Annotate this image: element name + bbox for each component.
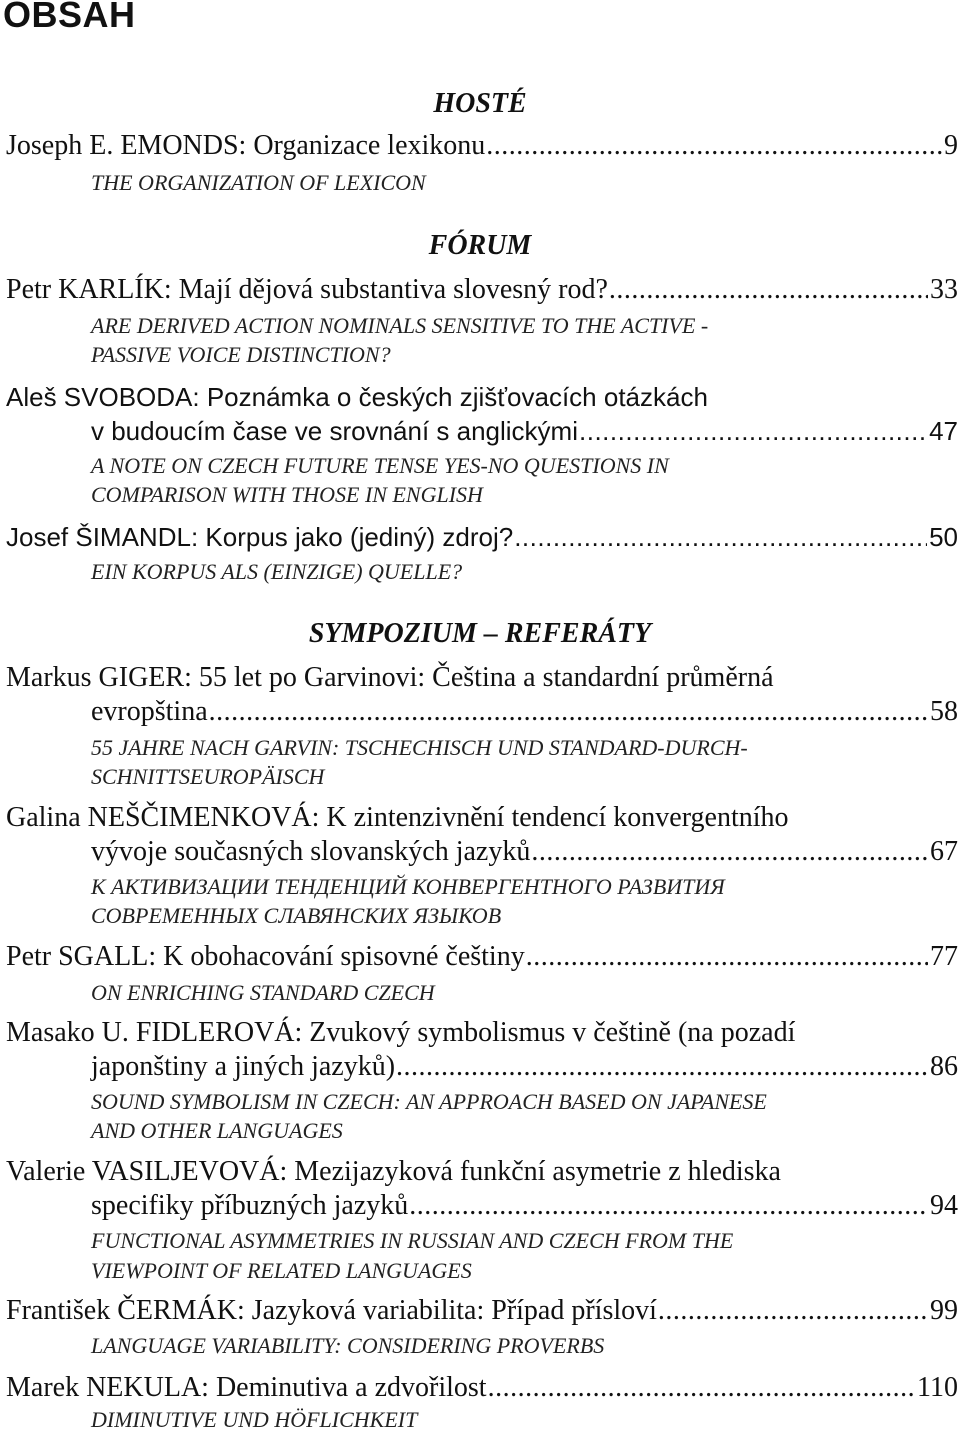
dot-leader <box>396 1051 928 1083</box>
entry-subtitle: ARE DERIVED ACTION NOMINALS SENSITIVE TO THE ACTIVE - <box>91 313 709 338</box>
toc-entry-vasiljevova[interactable] <box>91 1190 958 1222</box>
entry-title: Josef ŠIMANDL: Korpus jako (jediný) zdroj? <box>6 522 514 552</box>
dot-leader <box>409 1190 928 1222</box>
dot-leader <box>579 415 927 447</box>
page-number: 110 <box>917 1372 958 1403</box>
dot-leader <box>488 1372 915 1404</box>
entry-subtitle: SCHNITTSEUROPÄISCH <box>91 764 325 789</box>
toc-entry-nekula[interactable] <box>6 1372 958 1404</box>
entry-title: vývoje současných slovanských jazyků <box>91 836 531 867</box>
entry-subtitle: AND OTHER LANGUAGES <box>91 1118 343 1143</box>
entry-subtitle: К АКТИВИЗАЦИИ ТЕНДЕНЦИЙ КОНВЕРГЕНТНОГО РАЗВИТИЯ <box>91 874 725 899</box>
entry-title: Joseph E. EMONDS: Organizace lexikonu <box>6 130 486 161</box>
dot-leader <box>514 521 927 553</box>
entry-title: Marek NEKULA: Deminutiva a zdvořilost <box>6 1372 487 1403</box>
toc-entry-svoboda-line-1[interactable]: Aleš SVOBODA: Poznámka o českých zjišťovacích otázkách <box>6 382 708 412</box>
entry-title: Petr KARLÍK: Mají dějová substantiva slovesný rod? <box>6 274 608 305</box>
entry-title: František ČERMÁK: Jazyková variabilita: Případ přísloví <box>6 1295 657 1326</box>
toc-entry-cermak[interactable] <box>6 1295 958 1327</box>
section-heading-sympozium: SYMPOZIUM – REFERÁTY <box>308 618 652 649</box>
dot-leader <box>526 941 928 973</box>
entry-subtitle: FUNCTIONAL ASYMMETRIES IN RUSSIAN AND CZECH FROM THE <box>91 1228 734 1253</box>
page-number: 67 <box>930 836 958 867</box>
entry-title: Petr SGALL: K obohacování spisovné češtiny <box>6 941 525 972</box>
page-number: 9 <box>944 130 958 161</box>
entry-title: evropština <box>91 696 208 727</box>
dot-leader <box>658 1295 928 1327</box>
dot-leader <box>209 696 928 728</box>
entry-subtitle: COMPARISON WITH THOSE IN ENGLISH <box>91 482 483 507</box>
toc-entry-emonds[interactable] <box>6 130 958 162</box>
page-number: 47 <box>929 416 958 446</box>
page-number: 58 <box>930 696 958 727</box>
page-number: 50 <box>929 522 958 552</box>
toc-entry-giger-line-1[interactable]: Markus GIGER: 55 let po Garvinovi: Čeština a standardní průměrná <box>6 662 774 693</box>
page-title: OBSAH <box>3 0 136 35</box>
section-heading-hoste: HOSTÉ <box>433 88 527 119</box>
toc-entry-nescimenkova[interactable] <box>91 836 958 868</box>
toc-entry-fidlerova-line-1[interactable]: Masako U. FIDLEROVÁ: Zvukový symbolismus v češtině (na pozadí <box>6 1017 796 1048</box>
section-heading-forum: FÓRUM <box>428 230 532 261</box>
page-number: 77 <box>930 941 958 972</box>
page-number: 86 <box>930 1051 958 1082</box>
entry-subtitle: DIMINUTIVE UND HÖFLICHKEIT <box>91 1407 418 1432</box>
entry-subtitle: THE ORGANIZATION OF LEXICON <box>91 170 426 195</box>
dot-leader <box>609 274 928 306</box>
entry-subtitle: ON ENRICHING STANDARD CZECH <box>91 980 435 1005</box>
page-number: 94 <box>930 1190 958 1221</box>
entry-title: v budoucím čase ve srovnání s anglickými <box>91 416 578 446</box>
page-number: 99 <box>930 1295 958 1326</box>
page-number: 33 <box>930 274 958 305</box>
entry-subtitle: EIN KORPUS ALS (EINZIGE) QUELLE? <box>91 559 463 584</box>
toc-entry-sgall[interactable] <box>6 941 958 973</box>
toc-entry-fidlerova[interactable] <box>91 1051 958 1083</box>
entry-subtitle: SOUND SYMBOLISM IN CZECH: AN APPROACH BASED ON JAPANESE <box>91 1089 767 1114</box>
dot-leader <box>486 130 942 162</box>
toc-entry-simandl[interactable] <box>6 521 958 553</box>
entry-subtitle: 55 JAHRE NACH GARVIN: TSCHECHISCH UND STANDARD-DURCH- <box>91 735 748 760</box>
dot-leader <box>531 836 928 868</box>
toc-entry-vasiljevova-line-1[interactable]: Valerie VASILJEVOVÁ: Mezijazyková funkční asymetrie z hlediska <box>6 1156 781 1187</box>
entry-title: specifiky příbuzných jazyků <box>91 1190 409 1221</box>
toc-entry-svoboda[interactable] <box>91 415 958 447</box>
toc-entry-nescimenkova-line-1[interactable]: Galina NEŠČIMENKOVÁ: K zintenzivnění tendencí konvergentního <box>6 802 789 833</box>
entry-subtitle: PASSIVE VOICE DISTINCTION? <box>91 342 391 367</box>
entry-subtitle: LANGUAGE VARIABILITY: CONSIDERING PROVERBS <box>91 1333 605 1358</box>
entry-subtitle: A NOTE ON CZECH FUTURE TENSE YES-NO QUESTIONS IN <box>91 453 669 478</box>
entry-title: japonštiny a jiných jazyků) <box>91 1051 396 1082</box>
entry-subtitle: VIEWPOINT OF RELATED LANGUAGES <box>91 1258 472 1283</box>
toc-entry-karlik[interactable] <box>6 274 958 306</box>
toc-entry-giger[interactable] <box>91 696 958 728</box>
entry-subtitle: СОВРЕМЕННЫХ СЛАВЯНСКИХ ЯЗЫКОВ <box>91 903 502 928</box>
